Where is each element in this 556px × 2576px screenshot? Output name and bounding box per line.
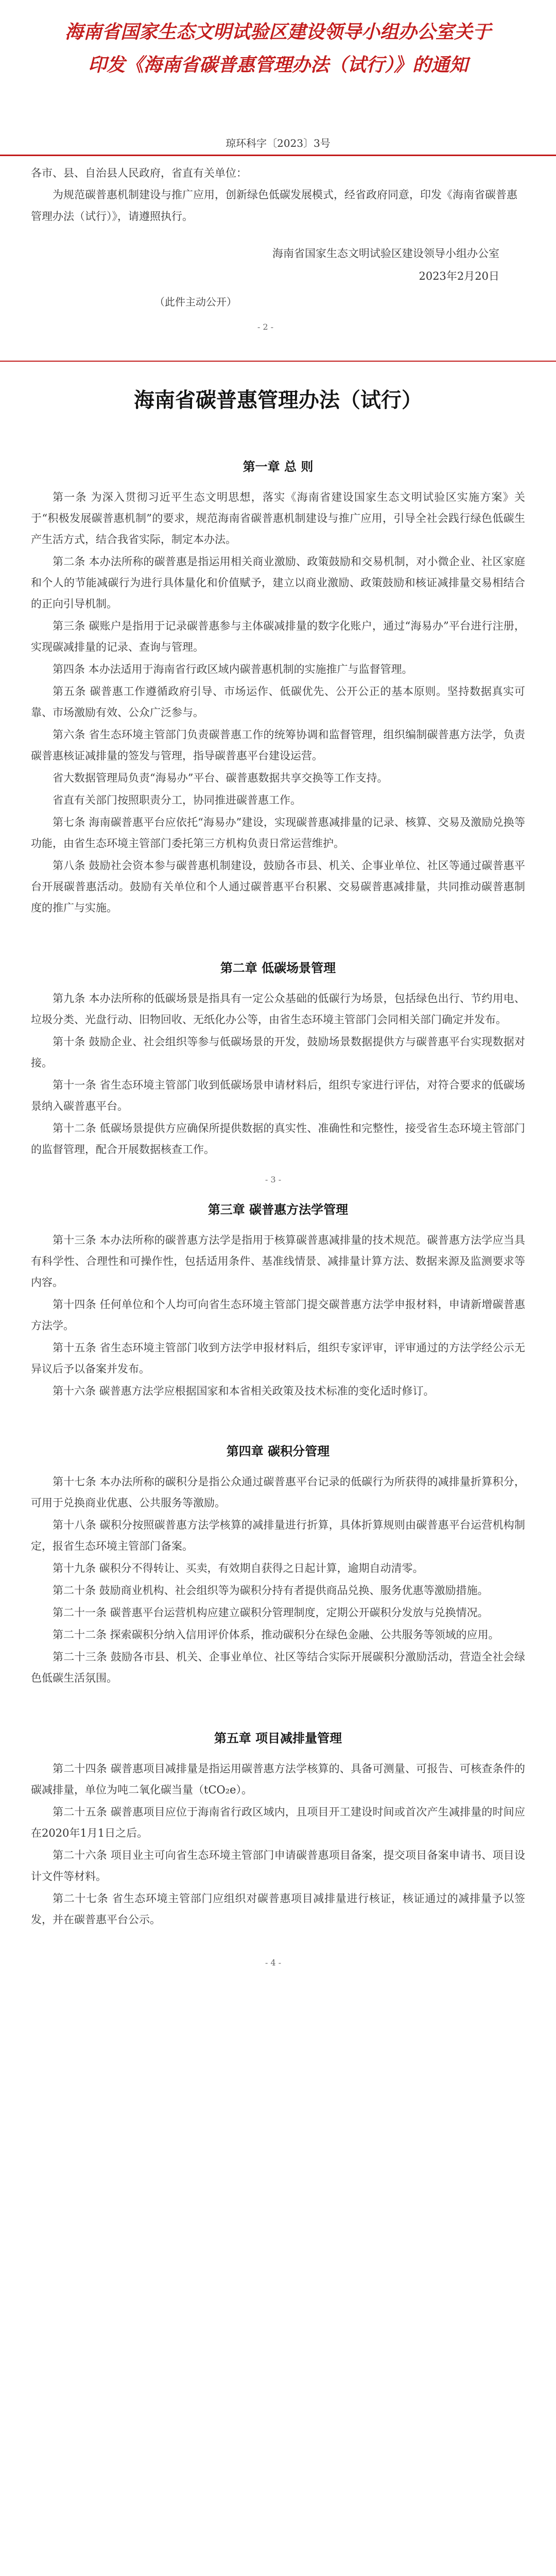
regulation-title: 海南省碳普惠管理办法（试行） <box>134 388 422 412</box>
chapter-heading: 第二章 低碳场景管理 <box>220 961 336 975</box>
article: 第六条 省生态环境主管部门负责碳普惠工作的统筹协调和监督管理，组织编制碳普惠方法学，负责碳普惠核证减排量的签发与管理，指导碳普惠平台建设运营。 <box>31 728 525 762</box>
article: 第二十五条 碳普惠项目应位于海南省行政区域内，且项目开工建设时间或首次产生减排量的时间应在2020年1月1日之后。 <box>31 1806 525 1839</box>
article: 第五条 碳普惠工作遵循政府引导、市场运作、低碳优先、公开公正的基本原则。坚持数据真实可靠、市场激励有效、公众广泛参与。 <box>31 685 525 719</box>
article: 第九条 本办法所称的低碳场景是指具有一定公众基础的低碳行为场景，包括绿色出行、节约用电、垃圾分类、光盘行动、旧物回收、无纸化办公等，由省生态环境主管部门会同相关部门确定并发布。 <box>31 992 525 1026</box>
article: 第十条 鼓励企业、社会组织等参与低碳场景的开发，鼓励场景数据提供方与碳普惠平台实现数据对接。 <box>31 1036 525 1069</box>
article: 第十四条 任何单位和个人均可向省生态环境主管部门提交碳普惠方法学申报材料，申请新增碳普惠方法学。 <box>31 1298 525 1332</box>
signing-date: 2023年2月20日 <box>419 270 499 282</box>
signature-block <box>272 242 499 287</box>
article: 第二十一条 碳普惠平台运营机构应建立碳积分管理制度，定期公开碳积分发放与兑换情况。 <box>53 1606 489 1619</box>
article: 第七条 海南碳普惠平台应依托“海易办”建设，实现碳普惠减排量的记录、核算、交易及激励兑换等功能，由省生态环境主管部门委托第三方机构负责日常运营维护。 <box>31 816 525 850</box>
article: 第十二条 低碳场景提供方应确保所提供数据的真实性、准确性和完整性，接受省生态环境主管部门的监督管理，配合开展数据核查工作。 <box>31 1122 525 1156</box>
chapter-heading: 第一章 总 则 <box>242 460 314 474</box>
article: 省大数据管理局负责“海易办”平台、碳普惠数据共享交换等工作支持。 <box>53 772 388 784</box>
notice-body <box>31 162 525 227</box>
article: 第一条 为深入贯彻习近平生态文明思想，落实《海南省建设国家生态文明试验区实施方案》关于“积极发展碳普惠机制”的要求，规范海南省碳普惠机制建设与推广应用，引导全社会践行绿色低碳生产生活方式，结合我省实际，制定本办法。 <box>31 491 525 546</box>
article: 第二条 本办法所称的碳普惠是指运用相关商业激励、政策鼓励和交易机制，对小微企业、社区家庭和个人的节能减碳行为进行具体量化和价值赋予，建立以商业激励、政策鼓励和核证减排量交易相结合的正向引导机制。 <box>31 555 525 610</box>
article: 第十一条 省生态环境主管部门收到低碳场景申请材料后，组织专家进行评估，对符合要求的低碳场景纳入碳普惠平台。 <box>31 1079 525 1112</box>
article: 第十八条 碳积分按照碳普惠方法学核算的减排量进行折算，具体折算规则由碳普惠平台运营机构制定，报省生态环境主管部门备案。 <box>31 1519 525 1552</box>
notice-text: 为规范碳普惠机制建设与推广应用，创新绿色低碳发展模式，经省政府同意，印发《海南省碳普惠管理办法（试行）》，请遵照执行。 <box>31 189 517 223</box>
red-divider <box>0 155 556 156</box>
document-number: 琼环科字〔2023〕3号 <box>225 137 331 149</box>
chapter-heading: 第五章 项目减排量管理 <box>214 1731 342 1745</box>
article: 第十九条 碳积分不得转让、买卖，有效期自获得之日起计算，逾期自动清零。 <box>53 1562 424 1574</box>
public-note: （此件主动公开） <box>154 296 237 308</box>
salutation: 各市、县、自治县人民政府，省直有关单位： <box>31 167 247 179</box>
article: 第二十条 鼓励商业机构、社会组织等为碳积分持有者提供商品兑换、服务优惠等激励措施。 <box>53 1584 489 1597</box>
page-number: - 4 - <box>265 1958 282 1968</box>
article: 第十六条 碳普惠方法学应根据国家和本省相关政策及技术标准的变化适时修订。 <box>53 1385 435 1397</box>
chapter-heading: 第三章 碳普惠方法学管理 <box>207 1202 349 1217</box>
notice-title: 海南省国家生态文明试验区建设领导小组办公室关于印发《海南省碳普惠管理办法（试行）》的通知 <box>64 21 491 76</box>
article: 第二十七条 省生态环境主管部门应组织对碳普惠项目减排量进行核证，核证通过的减排量予以签发，并在碳普惠平台公示。 <box>31 1892 525 1926</box>
article: 省直有关部门按照职责分工，协同推进碳普惠工作。 <box>53 794 301 806</box>
article: 第十三条 本办法所称的碳普惠方法学是指用于核算碳普惠减排量的技术规范。碳普惠方法学应当具有科学性、合理性和可操作性，包括适用条件、基准线情景、减排量计算方法、数据来源及监测要求等内容。 <box>31 1234 525 1289</box>
signer-name: 海南省国家生态文明试验区建设领导小组办公室 <box>272 247 499 260</box>
article: 第二十六条 项目业主可向省生态环境主管部门申请碳普惠项目备案，提交项目备案申请书、项目设计文件等材料。 <box>31 1849 525 1883</box>
regulation-body <box>31 443 525 1931</box>
chapter-heading: 第四章 碳积分管理 <box>226 1444 330 1459</box>
article: 第二十四条 碳普惠项目减排量是指运用碳普惠方法学核算的、具备可测量、可报告、可核查条件的碳减排量，单位为吨二氧化碳当量（tCO₂e）。 <box>31 1762 525 1796</box>
article: 第十七条 本办法所称的碳积分是指公众通过碳普惠平台记录的低碳行为所获得的减排量折算积分，可用于兑换商业优惠、公共服务等激励。 <box>31 1476 525 1509</box>
page-divider <box>0 361 556 362</box>
article: 第三条 碳账户是指用于记录碳普惠参与主体碳减排量的数字化账户，通过“海易办”平台进行注册，实现碳减排量的记录、查询与管理。 <box>31 620 525 653</box>
page-number: - 3 - <box>265 1175 282 1184</box>
page-number: - 2 - <box>257 322 274 332</box>
article: 第十五条 省生态环境主管部门收到方法学申报材料后，组织专家评审，评审通过的方法学经公示无异议后予以备案并发布。 <box>31 1342 525 1375</box>
article: 第四条 本办法适用于海南省行政区域内碳普惠机制的实施推广与监督管理。 <box>53 663 413 675</box>
article: 第二十二条 探索碳积分纳入信用评价体系，推动碳积分在绿色金融、公共服务等领域的应用。 <box>53 1629 499 1641</box>
article: 第二十三条 鼓励各市县、机关、企事业单位、社区等结合实际开展碳积分激励活动，营造全社会绿色低碳生活氛围。 <box>31 1651 525 1684</box>
article: 第八条 鼓励社会资本参与碳普惠机制建设，鼓励各市县、机关、企事业单位、社区等通过碳普惠平台开展碳普惠活动。鼓励有关单位和个人通过碳普惠平台积累、交易碳普惠减排量，共同推动碳普惠制度的推广与实施。 <box>31 859 525 914</box>
